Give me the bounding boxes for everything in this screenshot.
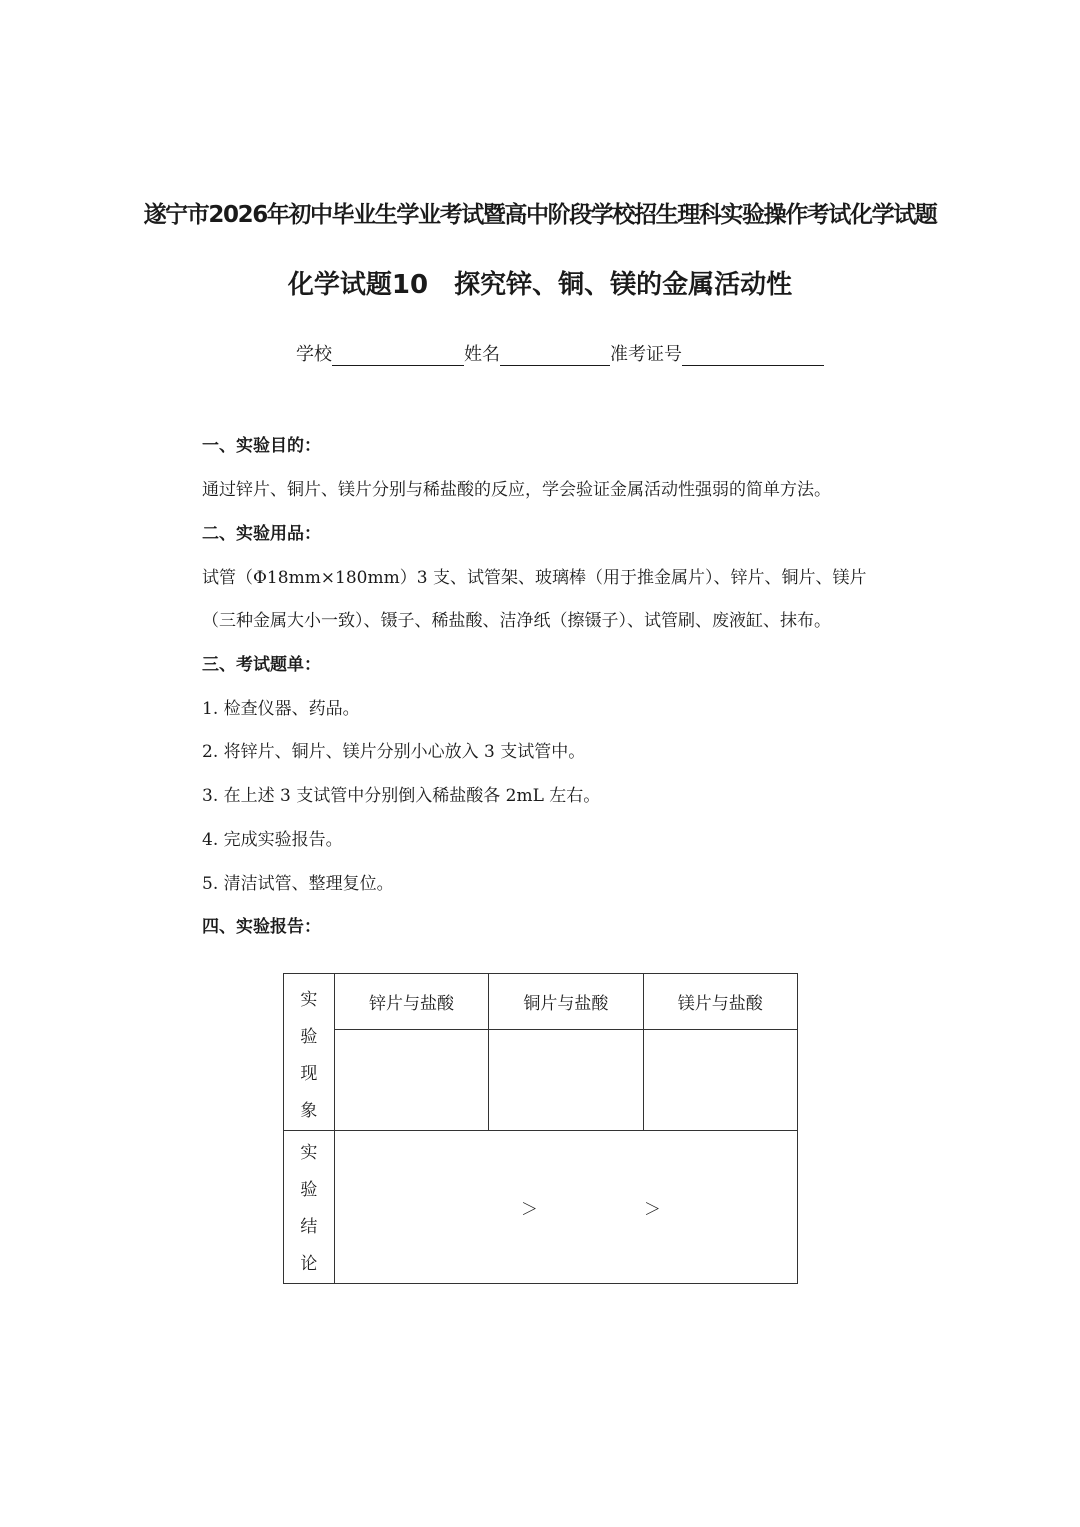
step-item: 1. 检查仪器、药品。 xyxy=(202,699,360,719)
magnesium-observation-cell[interactable] xyxy=(643,1029,797,1130)
step-item: 3. 在上述 3 支试管中分别倒入稀盐酸各 2mL 左右。 xyxy=(202,786,601,806)
conclusion-cell[interactable] xyxy=(334,1131,797,1284)
conclusion-label: 实 验 结 论 xyxy=(284,1131,335,1284)
student-info-line xyxy=(296,340,824,366)
exam-id-field[interactable] xyxy=(682,345,824,366)
materials-line-2: （三种金属大小一致）、镊子、稀盐酸、洁净纸（擦镊子）、试管刷、废液缸、抹布。 xyxy=(202,611,831,631)
name-label: 姓名 xyxy=(464,344,500,365)
materials-line-1: 试管（Φ18mm×180mm）3 支、试管架、玻璃棒（用于推金属片）、锌片、铜片、镁片 xyxy=(202,568,867,588)
step-item: 5. 清洁试管、整理复位。 xyxy=(202,874,394,894)
step-item: 2. 将锌片、铜片、镁片分别小心放入 3 支试管中。 xyxy=(202,742,586,762)
page-header: 遂宁市2026年初中毕业生学业考试暨高中阶段学校招生理科实验操作考试化学试题 xyxy=(143,202,937,228)
school-label: 学校 xyxy=(296,344,332,365)
steps-heading: 三、考试题单： xyxy=(202,655,321,675)
comparison-symbol: ＞ xyxy=(520,1199,538,1220)
phenomenon-label: 实 验 现 象 xyxy=(284,974,335,1131)
column-header-zinc: 锌片与盐酸 xyxy=(334,974,488,1030)
materials-heading: 二、实验用品： xyxy=(202,524,321,544)
report-table xyxy=(283,973,798,1284)
name-field[interactable] xyxy=(500,345,610,366)
copper-observation-cell[interactable] xyxy=(489,1029,643,1130)
purpose-heading: 一、实验目的： xyxy=(202,436,321,456)
exam-id-label: 准考证号 xyxy=(610,344,682,365)
zinc-observation-cell[interactable] xyxy=(334,1029,488,1130)
column-header-magnesium: 镁片与盐酸 xyxy=(643,974,797,1030)
step-item: 4. 完成实验报告。 xyxy=(202,830,343,850)
comparison-symbol: ＞ xyxy=(643,1199,661,1220)
column-header-copper: 铜片与盐酸 xyxy=(489,974,643,1030)
purpose-text: 通过锌片、铜片、镁片分别与稀盐酸的反应，学会验证金属活动性强弱的简单方法。 xyxy=(202,480,831,500)
page-title: 化学试题10 探究锌、铜、镁的金属活动性 xyxy=(287,270,793,300)
school-field[interactable] xyxy=(332,345,464,366)
report-heading: 四、实验报告： xyxy=(202,917,321,937)
